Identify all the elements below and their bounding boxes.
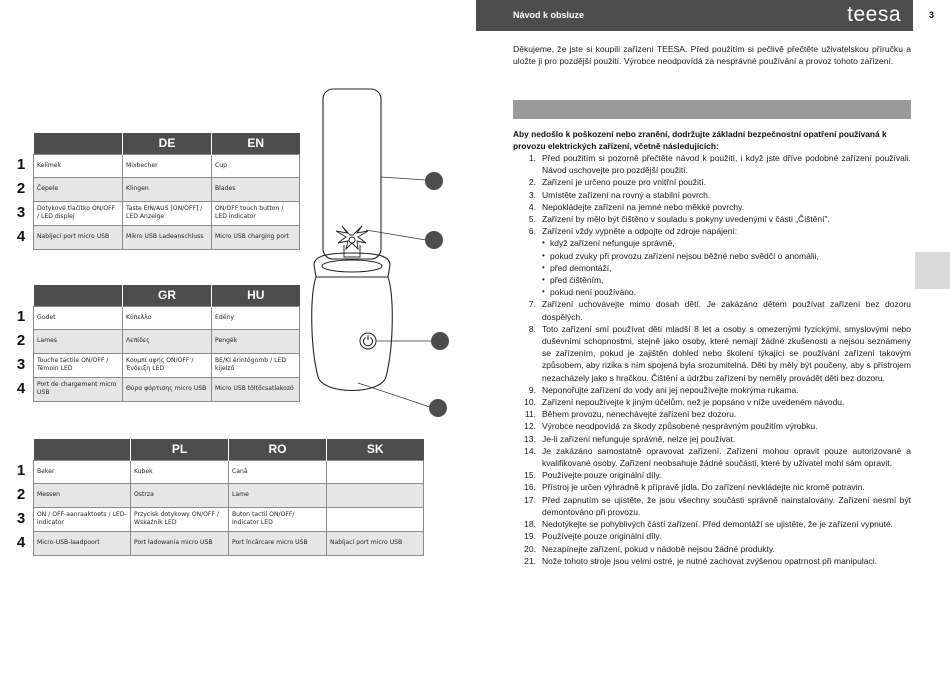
table-cell: Cană	[229, 460, 327, 483]
table-cell: Ostrza	[131, 483, 229, 507]
list-item: 14. Je zakázáno samostatně opravovat zařízení. Zařízení mohou opravit pouze autorizované a kvalifikované osoby. Zařízení neobsahuje žádné součásti, které by uživatel mohl sám opravit.	[524, 445, 911, 469]
power-button-icon	[360, 333, 376, 349]
table-header-blank	[34, 133, 123, 154]
table-cell: Port de chargement micro USB	[34, 377, 123, 401]
table-cell: Przycisk dotykowy ON/OFF / Wskaźnik LED	[131, 507, 229, 531]
page-header	[476, 0, 913, 31]
table-cell: Klingen	[123, 177, 212, 201]
header-title: Návod k obsluze	[513, 10, 585, 20]
table-cell: Čepele	[34, 177, 123, 201]
list-item: 13. Je-li zařízení nefunguje správně, nelze jej používat.	[524, 433, 736, 444]
table-cell: ON / OFF-aanraaktoets / LED-indicator	[34, 507, 131, 531]
list-item: 8. Toto zařízení smí používat děti mladší 8 let a osoby s omezenými fyzickými, smyslovými nebo duševními schopnostmi, stejně jako osoby, které nemají žádné zkušenosti a nejsou seznámeny se zařízením, pokud je zajištěn dohled nebo školení týkající se používání zařízení takovým způsobem, aby rizika s ním spojená byla srozumitelná. Děti by měly být poučeny, aby s přístrojem nezacházely jako s hračkou. Čištění a údržbu zařízení by neměly provádět děti bez dozoru.	[528, 323, 911, 383]
table-cell: Cup	[212, 154, 300, 177]
table-cell: Micro USB charging port	[212, 225, 300, 249]
row-number: 2	[16, 180, 26, 197]
teesa-logo: teesa	[847, 3, 901, 26]
table-cell	[327, 507, 424, 531]
safety-heading: Aby nedošlo k poškození nebo zranění, dodržujte základní bezpečnostní opatření používaná k provozu elektrických zařízení, včetně následujících:	[513, 129, 887, 151]
table-cell: Touche tactile ON/OFF / Témoin LED	[34, 353, 123, 377]
row-number: 3	[16, 356, 26, 373]
sub-list-item: • pokud není používáno.	[542, 286, 911, 298]
row-number: 2	[16, 332, 26, 349]
parts-table-gr-hu	[33, 285, 300, 402]
lang-header: HU	[212, 285, 300, 306]
sub-list-item: • když zařízení nefunguje správně,	[542, 237, 911, 249]
table-cell: Port ładowania micro USB	[131, 531, 229, 555]
table-header-blank	[34, 285, 123, 306]
list-item: 20. Nezapínejte zařízení, pokud v nádobě nejsou žádné produkty.	[524, 543, 775, 554]
table-cell: Lame	[229, 483, 327, 507]
list-item: 2. Zařízení je určeno pouze pro vnitřní použití.	[528, 177, 706, 188]
table-cell: Micro-USB-laadpoort	[34, 531, 131, 555]
row-number: 4	[16, 228, 26, 245]
lang-header: PL	[131, 439, 229, 460]
row-number: 4	[16, 380, 26, 397]
table-cell: Κύπελλο	[123, 306, 212, 329]
lang-header: RO	[229, 439, 327, 460]
list-item: 15. Používejte pouze originální díly.	[524, 470, 662, 481]
table-cell: Pengék	[212, 329, 300, 353]
list-item: 18. Nedotýkejte se pohyblivých částí zařízení. Před demontáží se ujistěte, že je zařízení vypnuté.	[524, 519, 894, 530]
table-cell: Taste EIN/AUS [ON/OFF] / LED Anzeige	[123, 201, 212, 225]
row-number: 3	[16, 204, 26, 221]
lang-header: DE	[123, 133, 212, 154]
table-cell: Mixbecher	[123, 154, 212, 177]
lang-header: SK	[327, 439, 424, 460]
list-item: 11. Během provozu, nenechávejte zařízení bez dozoru.	[524, 409, 737, 420]
table-header-blank	[34, 439, 131, 460]
list-item: 9. Neponořujte zařízení do vody ani jej nepoužívejte mokrýma rukama.	[528, 384, 799, 395]
sub-list	[542, 237, 911, 298]
table-cell	[327, 460, 424, 483]
list-item: 10. Zařízení nepoužívejte k jiným účelům, než je popsáno v níže uvedeném návodu.	[524, 397, 845, 408]
lang-header: EN	[212, 133, 300, 154]
sub-list-item: • před čištěním,	[542, 274, 911, 286]
table-cell: Mikro USB Ladeanschluss	[123, 225, 212, 249]
row-number: 1	[16, 156, 26, 173]
parts-table-pl-ro-sk	[33, 439, 424, 556]
table-cell: Edény	[212, 306, 300, 329]
page-number: 3	[928, 10, 934, 20]
table-cell	[327, 483, 424, 507]
list-item: 5. Zařízení by mělo být čištěno v souladu s pokyny uvedenými v části „Čištění".	[528, 214, 830, 225]
table-cell: Nabíjecí port micro USB	[34, 225, 123, 249]
table-cell: Buton tactil ON/OFF/ Indicator LED	[229, 507, 327, 531]
safety-rules-list	[513, 152, 911, 567]
table-cell: Godet	[34, 306, 123, 329]
row-number: 1	[16, 462, 26, 479]
table-cell: Messen	[34, 483, 131, 507]
blender-base-icon	[312, 253, 393, 391]
section-title-bar	[513, 100, 911, 119]
list-item: 19. Používejte pouze originální díly.	[524, 531, 662, 542]
list-item: 7. Zařízení uchovávejte mimo dosah dětí. Je zakázáno dětem používat zařízení bez dozoru dospělých.	[528, 299, 911, 322]
table-cell: Λεπίδες	[123, 329, 212, 353]
blender-cup-icon	[323, 89, 381, 259]
list-item: 12. Výrobce neodpovídá za škody způsobené nesprávným použitím výrobku.	[524, 421, 818, 432]
row-number: 1	[16, 308, 26, 325]
table-cell: Θύρα φόρτισης micro USB	[123, 377, 212, 401]
blender-illustration	[300, 85, 460, 420]
table-cell: Micro USB töltőcsatlakozó	[212, 377, 300, 401]
row-number: 2	[16, 486, 26, 503]
row-number: 3	[16, 510, 26, 527]
language-side-tab	[915, 252, 950, 289]
list-item: 16. Přístroj je určen výhradně k přípravě jídla. Do zařízení nevkládejte nic kromě potravin.	[524, 482, 865, 493]
sub-list-item: • před demontáží,	[542, 262, 911, 274]
table-cell: Kelímek	[34, 154, 123, 177]
list-item: 21. Nože tohoto stroje jsou velmi ostré, je nutné zachovat zvýšenou opatrnost při manipulaci.	[524, 555, 877, 566]
list-item: 4. Nepokládejte zařízení na jemné nebo měkké povrchy.	[528, 201, 745, 212]
sub-list-item: • pokud zvuky při provozu zařízení nejsou běžné nebo svědčí o anomálii,	[542, 250, 911, 262]
list-item: 1. Před použitím si pozorně přečtěte návod k použití, i když jste dříve podobné zařízení používali. Návod uschovejte pro pozdější použití.	[528, 153, 911, 176]
list-item: 17. Před zapnutím se ujistěte, že jsou všechny součásti správně nainstalovány. Zařízení nesmí být demontováno při provozu.	[524, 494, 911, 517]
blade-assembly-icon	[336, 226, 368, 257]
table-cell: Beker	[34, 460, 131, 483]
table-cell: ON/OFF touch button / LED indicator	[212, 201, 300, 225]
table-cell: Κουμπί αφής ON/OFF / Ένδειξη LED	[123, 353, 212, 377]
table-cell: Kubek	[131, 460, 229, 483]
table-cell: Nabíjací port micro USB	[327, 531, 424, 555]
row-number: 4	[16, 534, 26, 551]
table-cell: Port încărcare micro USB	[229, 531, 327, 555]
parts-table-de-en	[33, 133, 300, 250]
table-cell: Lames	[34, 329, 123, 353]
callout-markers	[425, 172, 449, 417]
table-cell: Dotykové tlačítko ON/OFF / LED displej	[34, 201, 123, 225]
table-cell: BE/KI érintőgomb / LED kijelző	[212, 353, 300, 377]
list-item: 6. Zařízení vždy vypněte a odpojte od zdroje napájení: • když zařízení nefunguje správně, • pokud zvuky při provozu zařízení nejsou běžné nebo svědčí o anomálii, • před demontáží, • před čištěním, • pokud není používáno.	[513, 225, 911, 298]
list-item: 3. Umístěte zařízení na rovný a stabilní povrch.	[528, 189, 711, 200]
table-cell: Blades	[212, 177, 300, 201]
intro-paragraph: Děkujeme, že jste si koupili zařízení TEESA. Před použitím si pečlivě přečtěte uživatelskou příručku a uložte ji pro pozdější použití. Výrobce neodpovídá za nesprávné používání a provoz tohoto zařízení.	[513, 44, 911, 67]
lang-header: GR	[123, 285, 212, 306]
